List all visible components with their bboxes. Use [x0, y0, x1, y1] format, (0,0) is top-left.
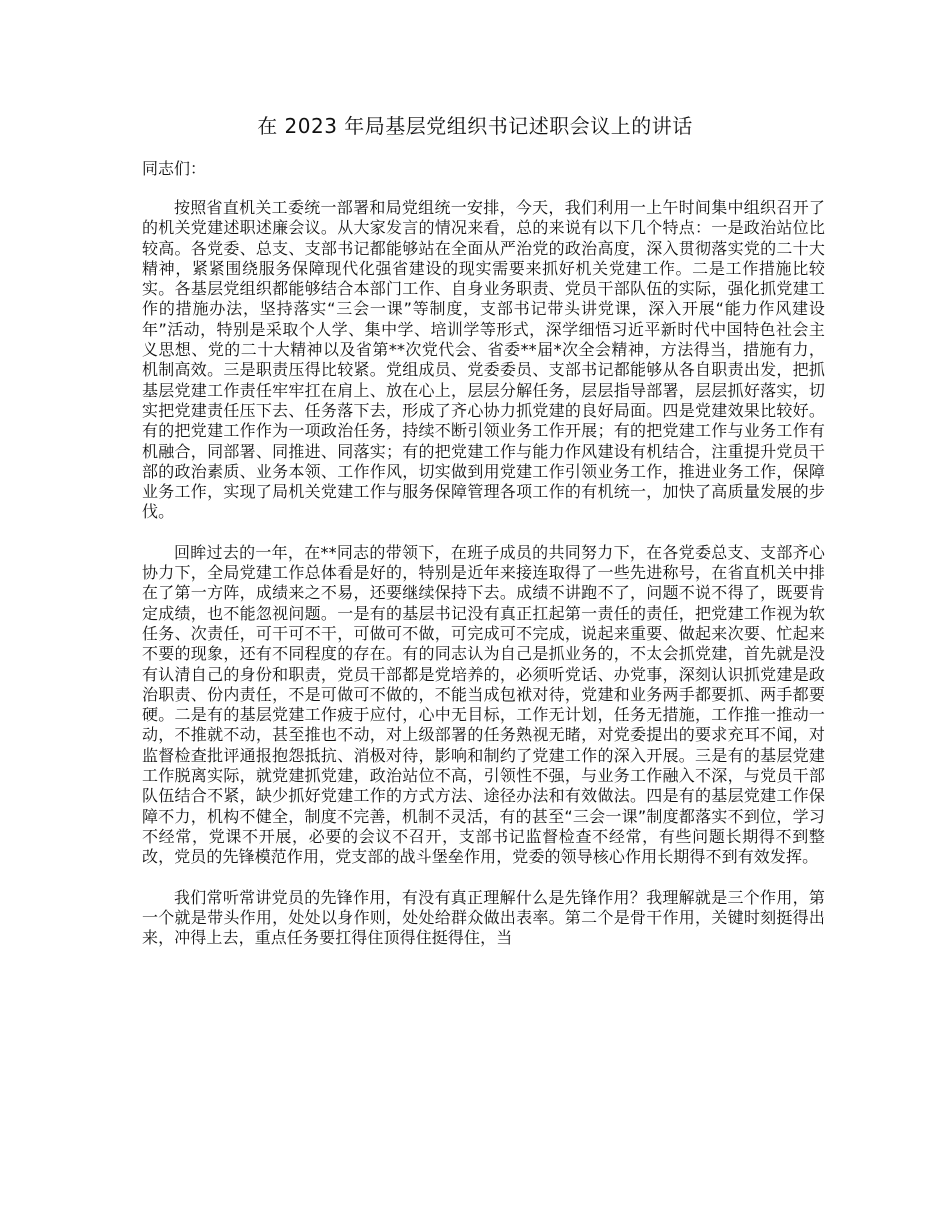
paragraph-1: 按照省直机关工委统一部署和局党组统一安排，今天，我们利用一上午时间集中组织召开了的机关党建述职述廉会议。从大家发言的情况来看，总的来说有以下几个特点：一是政治站位比较高。各党委、总支、支部书记都能够站在全面从严治党的政治高度，深入贯彻落实党的二十大精神，紧紧围绕服务保障现代化强省建设的现实需要来抓好机关党建工作。二是工作措施比较实。各基层党组织都能够结合本部门工作、自身业务职责、党员干部队伍的实际，强化抓党建工作的措施办法，坚持落实“三会一课”等制度，支部书记带头讲党课，深入开展“能力作风建设年”活动，特别是采取个人学、集中学、培训学等形式，深学细悟习近平新时代中国特色社会主义思想、党的二十大精神以及省第**次党代会、省委**届*次全会精神，方法得当，措施有力，机制高效。三是职责压得比较紧。党组成员、党委委员、支部书记都能够从各自职责出发，把抓基层党建工作责任牢牢扛在肩上、放在心上，层层分解任务，层层指导部署，层层抓好落实，切实把党建责任压下去、任务落下去，形成了齐心协力抓党建的良好局面。四是党建效果比较好。有的把党建工作作为一项政治任务，持续不断引领业务工作开展；有的把党建工作与业务工作有机融合，同部署、同推进、同落实；有的把党建工作与能力作风建设有机结合，注重提升党员干部的政治素质、业务本领、工作作风，切实做到用党建工作引领业务工作，推进业务工作，保障业务工作，实现了局机关党建工作与服务保障管理各项工作的有机统一，加快了高质量发展的步伐。 — [142, 198, 825, 522]
document-title: 在 2023 年局基层党组织书记述职会议上的讲话 — [257, 114, 693, 138]
document-body — [142, 198, 825, 968]
paragraph-3: 我们常听常讲党员的先锋作用，有没有真正理解什么是先锋作用？我理解就是三个作用，第一个就是带头作用，处处以身作则，处处给群众做出表率。第二个是骨干作用，关键时刻挺得出来，冲得上去，重点任务要扛得住顶得住挺得住，当 — [142, 887, 825, 948]
salutation: 同志们： — [142, 159, 207, 178]
paragraph-2: 回眸过去的一年，在**同志的带领下，在班子成员的共同努力下，在各党委总支、支部齐心协力下，全局党建工作总体看是好的，特别是近年来接连取得了一些先进称号，在省直机关中排在了第一方阵，成绩来之不易，还要继续保持下去。成绩不讲跑不了，问题不说不得了，既要肯定成绩，也不能忽视问题。一是有的基层书记没有真正扛起第一责任的责任，把党建工作视为软任务、次责任，可干可不干，可做可不做，可完成可不完成，说起来重要、做起来次要、忙起来不要的现象，还有不同程度的存在。有的同志认为自己是抓业务的，不太会抓党建，首先就是没有认清自己的身份和职责，党员干部都是党培养的，必须听党话、办党事，深刻认识抓党建是政治职责、份内责任，不是可做可不做的，不能当成包袱对待，党建和业务两手都要抓、两手都要硬。二是有的基层党建工作疲于应付，心中无目标，工作无计划，任务无措施，工作推一推动一动，不推就不动，甚至推也不动，对上级部署的任务熟视无睹，对党委提出的要求充耳不闻，对监督检查批评通报抱怨抵抗、消极对待，影响和制约了党建工作的深入开展。三是有的基层党建工作脱离实际，就党建抓党建，政治站位不高，引领性不强，与业务工作融入不深，与党员干部队伍结合不紧，缺少抓好党建工作的方式方法、途径办法和有效做法。四是有的基层党建工作保障不力，机构不健全，制度不完善，机制不灵活，有的甚至“三会一课”制度都落实不到位，学习不经常，党课不开展，必要的会议不召开，支部书记监督检查不经常，有些问题长期得不到整改，党员的先锋模范作用，党支部的战斗堡垒作用，党委的领导核心作用长期得不到有效发挥。 — [142, 542, 825, 867]
